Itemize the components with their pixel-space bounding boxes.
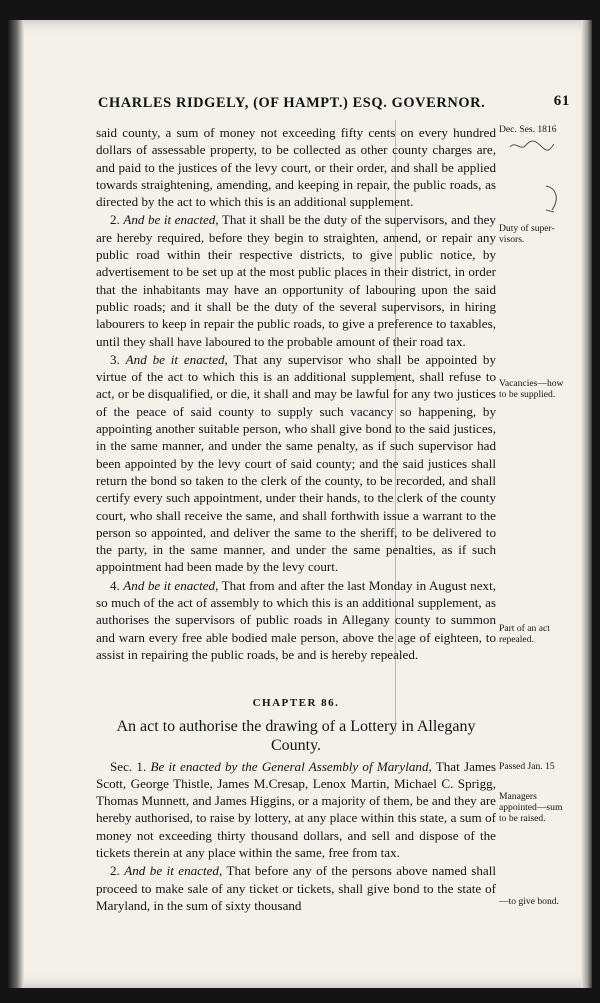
section-text: That any supervisor who shall be appointed by virtue of the act to which this is an additional supplement, shall refuse to act, or be disqualified, or die, it shall and may be lawful for any two justices of the peace of said county to supply such vacancy so happening, by appointing another suitable person, who shall give bond to the said justices, in the same manner, and under the same penalty, as if such supervisor had been appointed by the levy court of said county; and the said justices shall return the bond so taken to the clerk of the county, to be recorded, and shall certify every such appointment, under their hands, to the clerk of the county court, who shall receive the same, and shall forthwith issue a warrant to the person so appointed, and deliver the same to the sheriff, to be delivered to the party, in the same manner, and under the same penalties, as if such appointment had been made by the levy court. (96, 351, 496, 575)
section-text: That from and after the last Monday in August next, so much of the act of assembly to which this is an additional supplement, as authorises the supervisors of public roads in Allegany county to summon and warn every free able bodied male person, above the age of eighteen, to assist in repairing the public roads, be and is hereby repealed. (96, 577, 496, 662)
section-number: Sec. 1. (110, 758, 147, 774)
enacting-clause: Be it enacted by the General Assembly of Maryland, (150, 758, 432, 774)
act-title: An act to authorise the drawing of a Lottery in Allegany County. (116, 717, 476, 754)
page-fold-shadow (581, 20, 592, 988)
document-page (8, 20, 592, 988)
enacting-clause: And be it enacted, (123, 577, 219, 593)
section-number: 2. (110, 212, 120, 228)
section-4 (96, 577, 496, 663)
pencil-bracket-mark (542, 182, 564, 216)
running-header (98, 95, 570, 117)
paragraph (96, 124, 496, 210)
margin-note-vacancies: Vacancies—how to be supplied. (499, 378, 564, 400)
margin-note-date: Dec. Ses. 1816 (499, 124, 557, 135)
binding-gutter (8, 20, 24, 988)
margin-note-passed: Passed Jan. 15 (499, 761, 555, 772)
section-number: 4. (110, 577, 120, 593)
paragraph-text: said county, a sum of money not exceeding fifty cents on every hundred dollars of assessable property, to be collected as other county charges are, and paid to the justices of the levy court, or their order, and shall be applied towards straightening, amending, and keeping in repair, the public roads, as directed by the act to which this is an additional supplement. (96, 125, 496, 210)
margin-note-repealed: Part of an act repealed. (499, 623, 550, 645)
enacting-clause: And be it enacted, (123, 212, 219, 228)
chapter-section-1 (96, 758, 496, 862)
section-number: 3. (110, 351, 120, 367)
enacting-clause: And be it enacted, (124, 863, 223, 879)
page-number: 61 (553, 93, 570, 109)
margin-note-bond: —to give bond. (499, 896, 559, 907)
section-text: That before any of the persons above named shall proceed to make sale of any ticket or tickets, shall give bond to the state of Maryland, in the sum of sixty thousand (96, 863, 497, 913)
section-text: That it shall be the duty of the supervisors, and they are hereby required, before they begin to straighten, amend, or repair any public road within their respective districts, to give public notice, by advertisement to be set up at the most public places in their district, in order that the inhabitants may have an opportunity of labouring upon the said public roads; and it shall be the duty of the several supervisors, in hiring labourers to keep in repair the public roads, to give a preference to taxables, until they shall have laboured to the probable amount of their road tax. (96, 212, 496, 349)
chapter-heading: CHAPTER 86. (252, 697, 340, 710)
section-2 (96, 211, 496, 349)
margin-note-supervisors: Duty of super-visors. (499, 223, 555, 245)
section-3 (96, 351, 496, 576)
main-text-column (96, 124, 496, 914)
running-title: CHARLES RIDGELY, (OF HAMPT.) ESQ. GOVERNOR. (98, 95, 486, 111)
chapter-section-2 (96, 862, 496, 914)
section-text: That James Scott, George Thistle, James M.Cresap, Lenox Martin, Michael C. Sprigg, Thomas Munnett, and James Higgins, or a majority of them, be and they are hereby authorised, to raise by lottery, at any place within this state, a sum of money not exceeding thirty thousand dollars, and sell and dispose of the tickets therein at any place within the same, free from tax. (96, 758, 496, 860)
section-number: 2. (110, 863, 120, 879)
margin-note-managers: Managers appointed—sum to be raised. (499, 791, 563, 824)
enacting-clause: And be it enacted, (125, 351, 228, 367)
pencil-squiggle-mark (508, 138, 556, 154)
